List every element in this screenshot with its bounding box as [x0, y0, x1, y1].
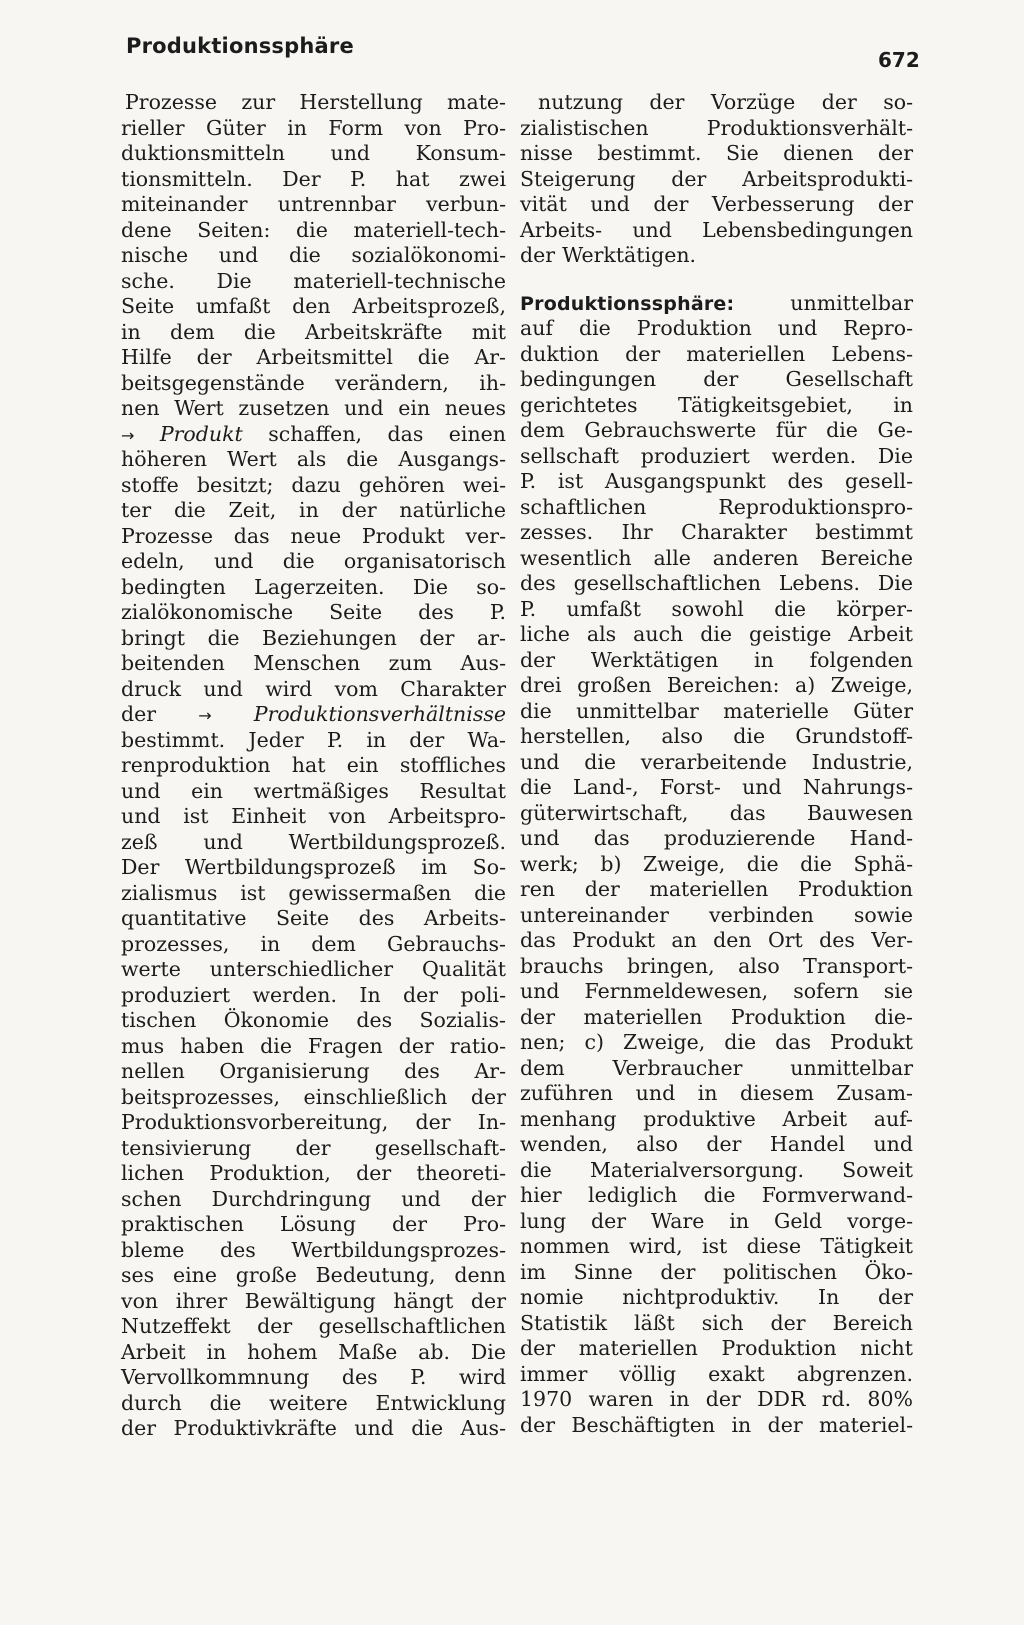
left-column [121, 90, 506, 1442]
text-line: Hilfe der Arbeitsmittel die Ar- [121, 345, 506, 369]
text-line: Statistik läßt sich der Bereich [520, 1310, 913, 1335]
text-line: der Werktätigen in folgenden [520, 647, 913, 672]
text-line: der materiellen Produktion nicht [520, 1336, 913, 1360]
page-number: 672 [878, 48, 920, 72]
section-gap [520, 269, 913, 291]
text-line: der Produktivkräfte und die Aus- [121, 1416, 506, 1440]
text-line: Nutzeffekt der gesellschaftlichen [121, 1314, 506, 1338]
text-line: werk; b) Zweige, die die Sphä- [520, 851, 913, 876]
text-line: miteinander untrennbar verbun- [121, 192, 506, 216]
text-line: sellschaft produziert werden. Die [520, 443, 913, 468]
text-fragment: schaffen, das einen [242, 421, 506, 446]
text-line: Arbeits- und Lebensbedingungen [520, 217, 913, 242]
text-line: das Produkt an den Ort des Ver- [520, 928, 913, 952]
text-line: und das produzierende Hand- [520, 826, 913, 850]
text-line: prozesses, in dem Gebrauchs- [121, 931, 506, 956]
cross-reference-arrow-icon: → [121, 425, 135, 445]
text-line: zialökonomische Seite des P. [121, 600, 506, 624]
text-line: herstellen, also die Grundstoff- [520, 724, 913, 748]
text-line: mus haben die Fragen der ratio- [121, 1033, 506, 1058]
text-line: duktion der materiellen Lebens- [520, 341, 913, 366]
right-column [520, 90, 913, 1438]
text-line: wesentlich alle anderen Bereiche [520, 545, 913, 570]
text-line: renproduktion hat ein stoffliches [121, 753, 506, 777]
text-line: im Sinne der politischen Öko- [520, 1259, 913, 1284]
text-line: beitsgegenstände verändern, ih- [121, 370, 506, 395]
text-line: tensivierung der gesellschaft- [121, 1135, 506, 1160]
text-line: beitsprozesses, einschließlich der [121, 1084, 506, 1109]
text-line: lichen Produktion, der theoreti- [121, 1161, 506, 1185]
text-line: lung der Ware in Geld vorge- [520, 1208, 913, 1233]
text-line: die Land-, Forst- und Nahrungs- [520, 775, 913, 799]
text-line: und ein wertmäßiges Resultat [121, 778, 506, 803]
text-line: auf die Produktion und Repro- [520, 316, 913, 340]
text-line: 1970 waren in der DDR rd. 80% [520, 1387, 913, 1411]
text-line: Prozesse das neue Produkt ver- [121, 523, 506, 548]
text-line: zesses. Ihr Charakter bestimmt [520, 520, 913, 544]
text-line: Vervollkommnung des P. wird [121, 1365, 506, 1389]
text-line: zuführen und in diesem Zusam- [520, 1081, 913, 1105]
text-line: nomie nichtproduktiv. In der [520, 1285, 913, 1309]
text-line: güterwirtschaft, das Bauwesen [520, 800, 913, 825]
text-line: produziert werden. In der poli- [121, 982, 506, 1007]
text-line: Seite umfaßt den Arbeitsprozeß, [121, 294, 506, 318]
text-line: praktischen Lösung der Pro- [121, 1212, 506, 1236]
text-line: nommen wird, ist diese Tätigkeit [520, 1234, 913, 1258]
text-fragment: der [121, 702, 199, 726]
text-line: Produktionsvorbereitung, der In- [121, 1110, 506, 1134]
text-line: nische und die sozialökonomi- [121, 243, 506, 267]
text-line: und die verarbeitende Industrie, [520, 749, 913, 774]
text-line: sche. Die materiell-technische [121, 268, 506, 293]
text-line: P. ist Ausgangspunkt des gesell- [520, 469, 913, 493]
cross-reference-produktionsverhaeltnisse[interactable]: Produktionsverhältnisse [253, 702, 506, 726]
text-line: in dem die Arbeitskräfte mit [121, 319, 506, 344]
text-line: der Beschäftigten in der materiel- [520, 1412, 913, 1437]
text-line: quantitative Seite des Arbeits- [121, 906, 506, 930]
text-line: höheren Wert als die Ausgangs- [121, 447, 506, 471]
text-line: bedingten Lagerzeiten. Die so- [121, 574, 506, 599]
text-line: gerichtetes Tätigkeitsgebiet, in [520, 392, 913, 417]
text-line: bleme des Wertbildungsprozes- [121, 1237, 506, 1262]
text-line: P. umfaßt sowohl die körper- [520, 596, 913, 621]
text-line: bestimmt. Jeder P. in der Wa- [121, 727, 506, 752]
text-line: schaftlichen Reproduktionspro- [520, 494, 913, 519]
text-line: ter die Zeit, in der natürliche [121, 498, 506, 522]
text-line: Steigerung der Arbeitsprodukti- [520, 166, 913, 191]
text-line: der Werktätigen. [520, 243, 697, 267]
cross-reference-line [121, 422, 506, 448]
text-line: edeln, und die organisatorisch [121, 549, 506, 573]
text-line: die Materialversorgung. Soweit [520, 1157, 913, 1182]
text-line: tischen Ökonomie des Sozialis- [121, 1008, 506, 1032]
text-line: bedingungen der Gesellschaft [520, 367, 913, 391]
text-line: nen; c) Zweige, die das Produkt [520, 1030, 913, 1054]
text-fragment: unmittelbar [734, 290, 913, 315]
text-line: Prozesse zur Herstellung mate- [125, 90, 506, 114]
text-line: zialistischen Produktionsverhält- [520, 115, 913, 140]
text-line: von ihrer Bewältigung hängt der [121, 1288, 506, 1313]
text-line: durch die weitere Entwicklung [121, 1390, 506, 1415]
text-line: tionsmitteln. Der P. hat zwei [121, 166, 506, 191]
text-line: immer völlig exakt abgrenzen. [520, 1361, 913, 1386]
text-line: dem Gebrauchswerte für die Ge- [520, 418, 913, 442]
entry-keyword: Produktionssphäre: [520, 292, 735, 315]
text-line: werte unterschiedlicher Qualität [121, 957, 506, 981]
text-line: liche als auch die geistige Arbeit [520, 622, 913, 646]
running-head: Produktionssphäre [126, 34, 354, 58]
text-line: Arbeit in hohem Maße ab. Die [121, 1339, 506, 1364]
text-line: die unmittelbar materielle Güter [520, 698, 913, 723]
text-line: schen Durchdringung und der [121, 1186, 506, 1211]
text-line: beitenden Menschen zum Aus- [121, 651, 506, 675]
text-line: drei großen Bereichen: a) Zweige, [520, 673, 913, 697]
text-line: brauchs bringen, also Transport- [520, 953, 913, 978]
text-line: und ist Einheit von Arbeitspro- [121, 804, 506, 828]
text-line: rieller Güter in Form von Pro- [121, 115, 506, 140]
cross-reference-arrow-icon: → [198, 706, 212, 725]
cross-reference-produkt[interactable]: Produkt [159, 421, 243, 446]
text-line: zialismus ist gewissermaßen die [121, 880, 506, 905]
text-line: des gesellschaftlichen Lebens. Die [520, 571, 913, 595]
text-line: menhang produktive Arbeit auf- [520, 1106, 913, 1131]
text-line: wenden, also der Handel und [520, 1132, 913, 1156]
text-line: vität und der Verbesserung der [520, 192, 913, 216]
text-line: dem Verbraucher unmittelbar [520, 1055, 913, 1080]
text-line: ses eine große Bedeutung, denn [121, 1263, 506, 1287]
text-line: zeß und Wertbildungsprozeß. [121, 829, 506, 854]
text-line: der materiellen Produktion die- [520, 1004, 913, 1029]
text-line: duktionsmitteln und Konsum- [121, 141, 506, 165]
text-line: und Fernmeldewesen, sofern sie [520, 979, 913, 1003]
entry-headline [520, 291, 913, 317]
text-line: stoffe besitzt; dazu gehören wei- [121, 472, 506, 497]
text-line: nisse bestimmt. Sie dienen der [520, 141, 913, 165]
text-line: nutzung der Vorzüge der so- [538, 90, 913, 114]
text-line: bringt die Beziehungen der ar- [121, 625, 506, 650]
text-line: nellen Organisierung des Ar- [121, 1059, 506, 1083]
text-line: dene Seiten: die materiell-tech- [121, 217, 506, 242]
text-line: ren der materiellen Produktion [520, 877, 913, 901]
text-line: untereinander verbinden sowie [520, 902, 913, 927]
text-line: hier lediglich die Formverwand- [520, 1183, 913, 1207]
text-line: Der Wertbildungsprozeß im So- [121, 855, 506, 879]
text-line: druck und wird vom Charakter [121, 676, 506, 701]
text-line: nen Wert zusetzen und ein neues [121, 396, 506, 420]
cross-reference-line [121, 702, 506, 728]
